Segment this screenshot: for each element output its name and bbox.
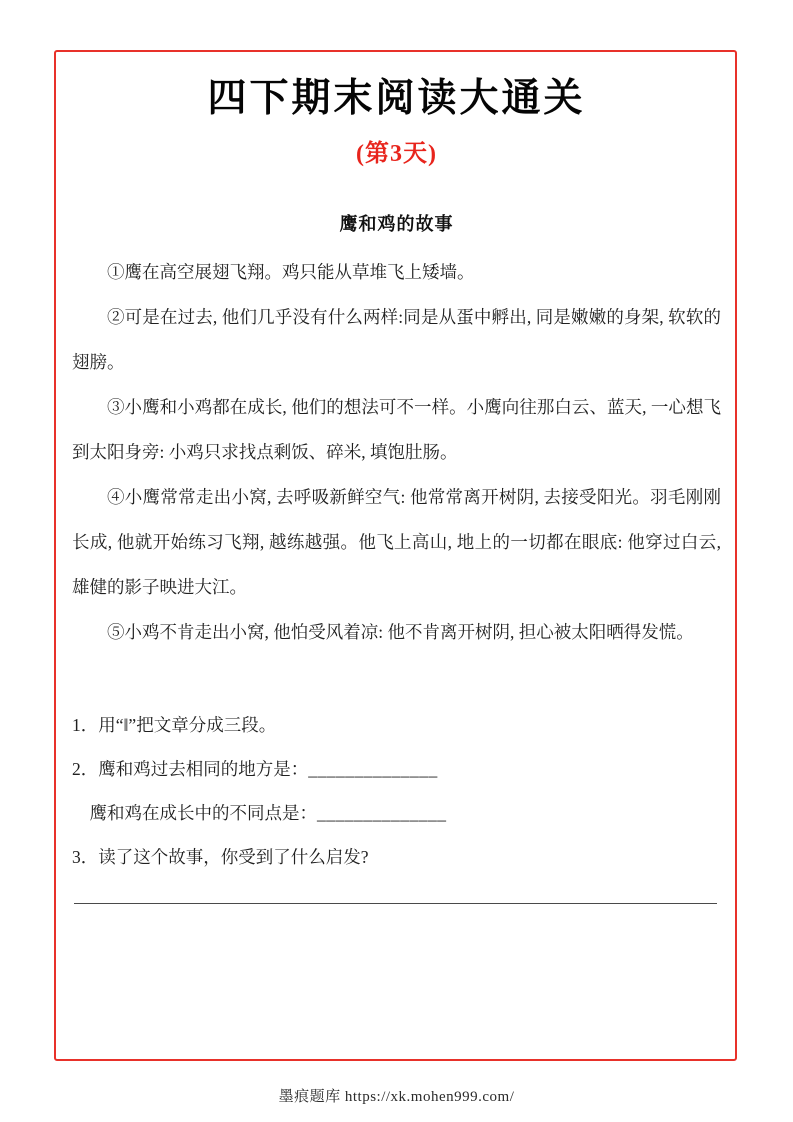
story-paragraph-1: ①鹰在高空展翅飞翔。鸡只能从草堆飞上矮墙。 xyxy=(107,261,475,282)
question-2a xyxy=(72,747,721,791)
question-1: 1．用“‖”把文章分成三段。 xyxy=(72,714,277,735)
question-2a-label: 2．鹰和鸡过去相同的地方是： xyxy=(72,758,309,779)
story-paragraph-4: ④小鹰常常走出小窝, 去呼吸新鲜空气: 他常常离开树阴, 去接受阳光。羽毛刚刚长成, 他就开始练习飞翔, 越练越强。他飞上高山, 地上的一切都在眼底: 他穿过白云, 雄健的影子映进大江。 xyxy=(72,486,721,597)
question-3: 3．读了这个故事，你受到了什么启发? xyxy=(72,846,369,867)
questions-section xyxy=(72,703,721,879)
story-paragraph-5: ⑤小鸡不肯走出小窝, 他怕受风着凉: 他不肯离开树阴, 担心被太阳晒得发慌。 xyxy=(107,621,694,642)
story-paragraph-2: ②可是在过去, 他们几乎没有什么两样:同是从蛋中孵出, 同是嫩嫩的身架, 软软的翅膀。 xyxy=(72,306,721,372)
story-body xyxy=(72,250,721,655)
footer-url[interactable]: https://xk.mohen999.com/ xyxy=(344,1089,515,1105)
page-title: 四下期末阅读大通关 xyxy=(207,77,586,120)
question-2b xyxy=(72,791,721,835)
question-2b-label: 鹰和鸡在成长中的不同点是： xyxy=(89,802,317,823)
answer-line xyxy=(74,903,717,904)
red-border-frame xyxy=(54,50,737,1061)
footer xyxy=(0,1085,793,1106)
page-subtitle: (第3天) xyxy=(356,140,437,167)
story-title: 鹰和鸡的故事 xyxy=(339,213,454,234)
story-paragraph-3: ③小鹰和小鸡都在成长, 他们的想法可不一样。小鹰向往那白云、蓝天, 一心想飞到太阳身旁: 小鸡只求找点剩饭、碎米, 填饱肚肠。 xyxy=(72,396,721,462)
question-2a-blank: ______________ xyxy=(308,758,438,779)
footer-site-name: 墨痕题库 xyxy=(278,1089,341,1105)
question-2b-blank: ______________ xyxy=(317,802,447,823)
